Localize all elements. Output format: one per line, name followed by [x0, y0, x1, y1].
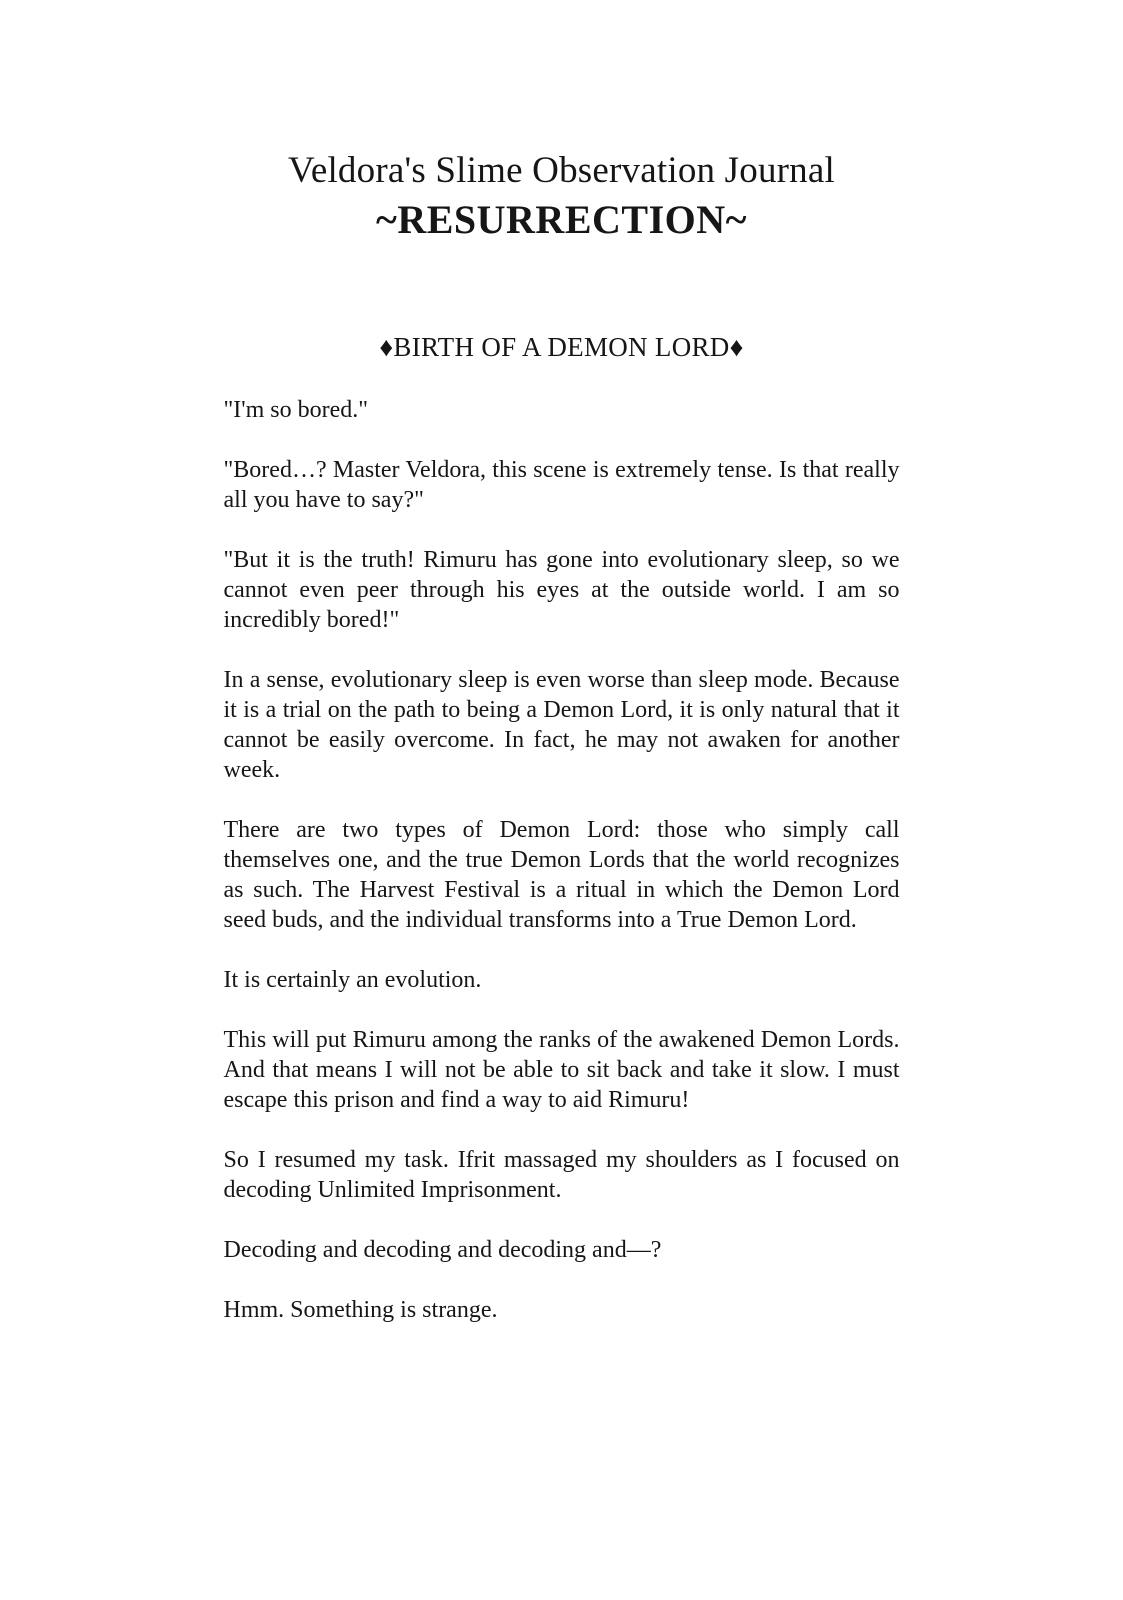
paragraph: There are two types of Demon Lord: those who simply call themselves one, and the true Demon Lords that the world recognizes as such. The Harvest Festival is a ritual in which the Demon Lord seed buds, and the individual transforms into a True Demon Lord.: [223, 817, 900, 934]
book-page: [224, 0, 900, 1325]
chapter-title-block: [224, 148, 900, 244]
chapter-title: Veldora's Slime Observation Journal: [288, 150, 835, 191]
paragraph: So I resumed my task. Ifrit massaged my shoulders as I focused on decoding Unlimited Imprisonment.: [223, 1147, 900, 1204]
paragraph: "But it is the truth! Rimuru has gone into evolutionary sleep, so we cannot even peer through his eyes at the outside world. I am so incredibly bored!": [223, 547, 900, 634]
body-text: [224, 395, 900, 1325]
paragraph: It is certainly an evolution.: [223, 967, 482, 994]
paragraph: Decoding and decoding and decoding and—?: [223, 1237, 662, 1264]
paragraph: Hmm. Something is strange.: [223, 1297, 498, 1324]
section-heading: ♦BIRTH OF A DEMON LORD♦: [379, 332, 744, 363]
paragraph: In a sense, evolutionary sleep is even worse than sleep mode. Because it is a trial on the path to being a Demon Lord, it is only natural that it cannot be easily overcome. In fact, he may not awaken for another week.: [223, 667, 900, 784]
paragraph: "Bored…? Master Veldora, this scene is extremely tense. Is that really all you have to say?": [223, 457, 900, 514]
chapter-subtitle: ~RESURRECTION~: [376, 197, 747, 243]
paragraph: This will put Rimuru among the ranks of the awakened Demon Lords. And that means I will not be able to sit back and take it slow. I must escape this prison and find a way to aid Rimuru!: [223, 1027, 900, 1114]
paragraph: "I'm so bored.": [223, 397, 369, 424]
